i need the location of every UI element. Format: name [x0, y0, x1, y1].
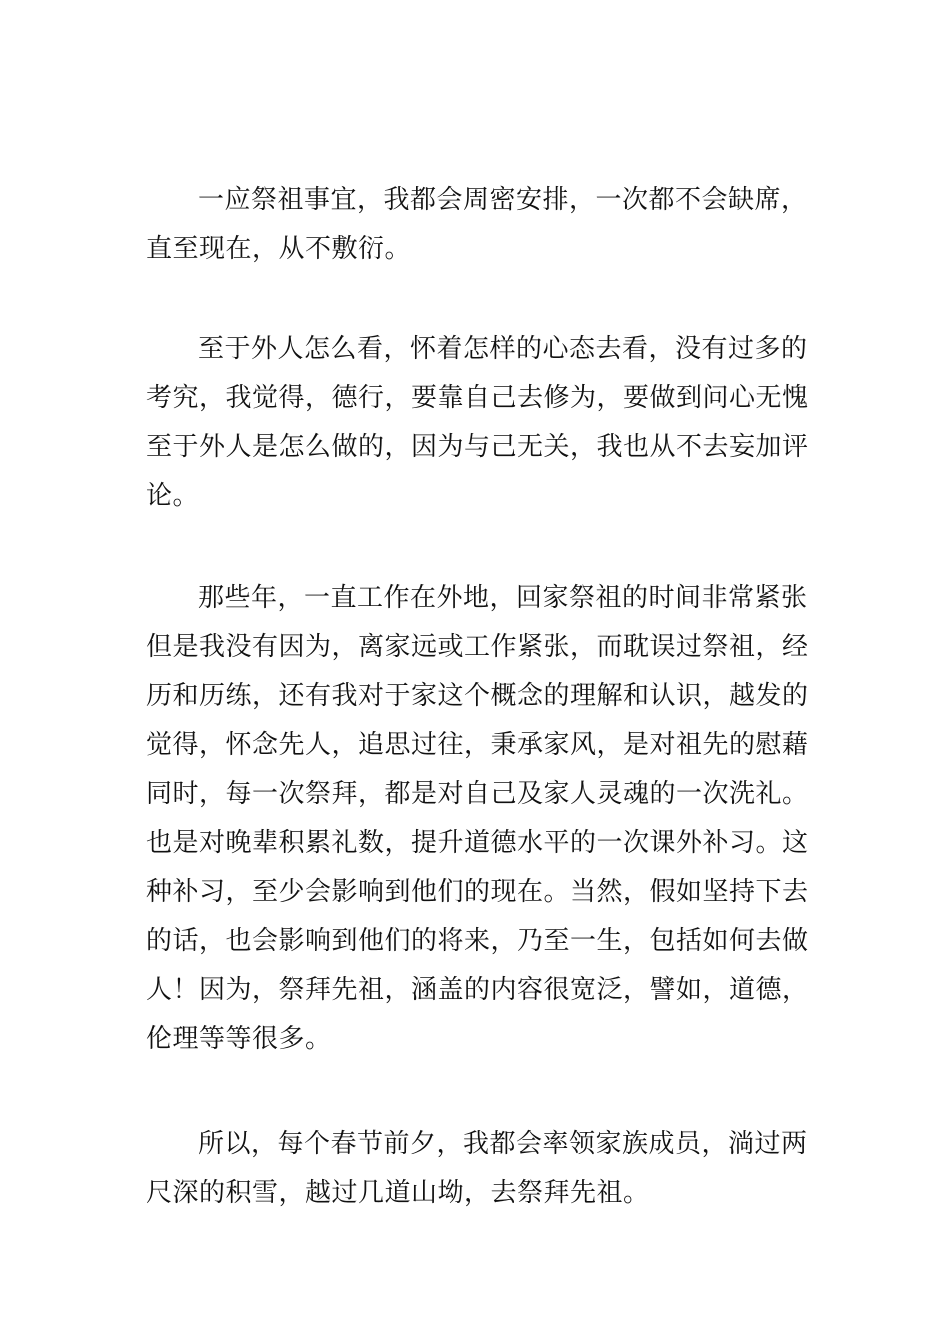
paragraph-2 [146, 325, 810, 521]
text-line: 直至现在，从不敷衍。 [146, 234, 412, 264]
text-line: 尺深的积雪，越过几道山坳，去祭拜先祖。 [146, 1178, 650, 1208]
text-line: 至于外人怎么看，怀着怎样的心态去看，没有过多的 [198, 334, 808, 364]
text-line: 也是对晚辈积累礼数，提升道德水平的一次课外补习。这 [146, 828, 809, 858]
paragraph-3 [146, 574, 810, 1064]
text-line: 至于外人是怎么做的，因为与己无关，我也从不去妄加评 [146, 432, 809, 462]
text-line: 但是我没有因为，离家远或工作紧张，而耽误过祭祖，经 [146, 632, 809, 662]
paragraph-1 [146, 176, 810, 274]
text-line: 同时，每一次祭拜，都是对自己及家人灵魂的一次洗礼。 [146, 779, 809, 809]
paragraph-4 [146, 1120, 810, 1218]
text-line: 所以，每个春节前夕，我都会率领家族成员，淌过两 [198, 1129, 808, 1159]
text-line: 觉得，怀念先人，追思过往，秉承家风，是对祖先的慰藉 [146, 730, 809, 760]
text-line: 那些年，一直工作在外地，回家祭祖的时间非常紧张 [198, 583, 808, 613]
text-line: 种补习，至少会影响到他们的现在。当然，假如坚持下去 [146, 877, 809, 907]
text-line: 的话，也会影响到他们的将来，乃至一生，包括如何去做 [146, 926, 809, 956]
text-line: 伦理等等很多。 [146, 1024, 332, 1054]
text-line: 一应祭祖事宜，我都会周密安排，一次都不会缺席， [198, 185, 808, 215]
text-line: 人！因为，祭拜先祖，涵盖的内容很宽泛，譬如，道德， [146, 975, 809, 1005]
text-line: 论。 [146, 481, 200, 511]
text-line: 考究，我觉得，德行，要靠自己去修为，要做到问心无愧 [146, 383, 809, 413]
text-line: 历和历练，还有我对于家这个概念的理解和认识，越发的 [146, 681, 809, 711]
